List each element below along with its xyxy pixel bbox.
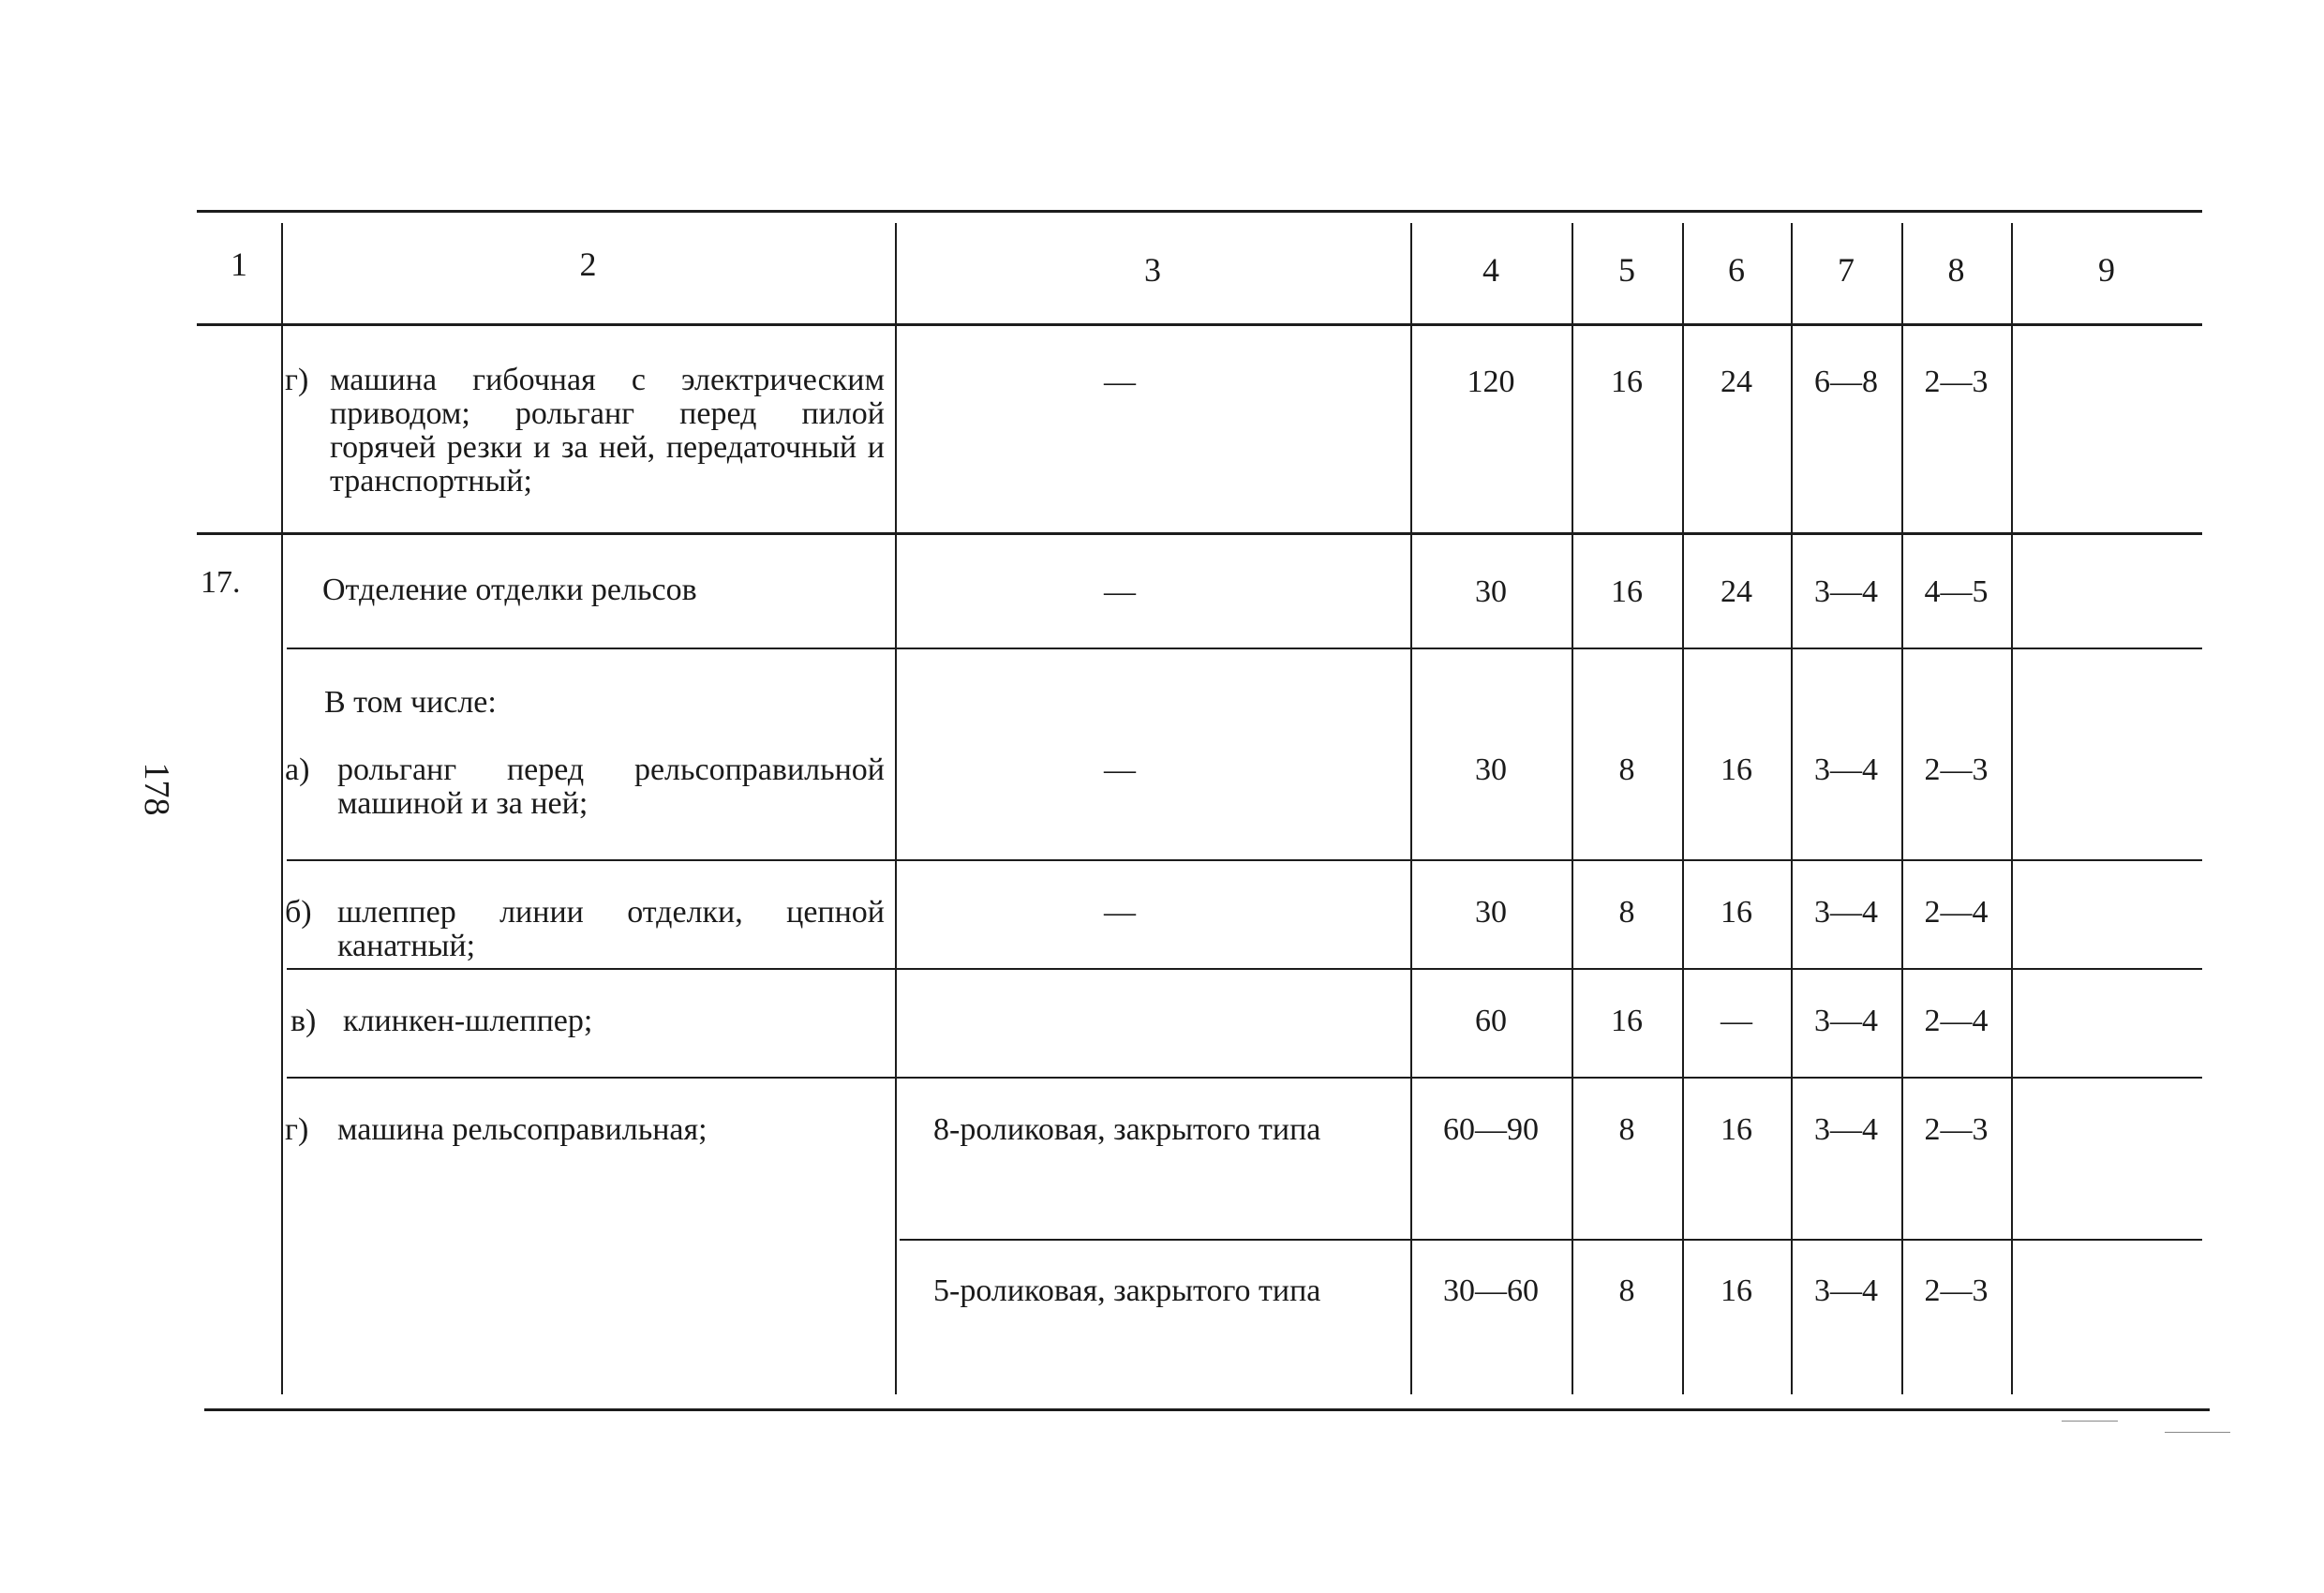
row6-col4: 30—60 xyxy=(1443,1273,1539,1308)
header-col-3: 3 xyxy=(1144,251,1161,289)
scan-mark-2 xyxy=(2165,1432,2230,1433)
row1-number: 17. xyxy=(201,565,241,600)
header-col-2: 2 xyxy=(579,246,597,283)
row1-col3: — xyxy=(1104,574,1136,609)
row1-description: Отделение отделки рельсов xyxy=(322,573,697,607)
row4-col7: 3—4 xyxy=(1814,1004,1878,1038)
row3-col4: 30 xyxy=(1475,895,1507,930)
col-line-1 xyxy=(281,223,283,1394)
row2-col8: 2—3 xyxy=(1924,752,1989,787)
row2-description: рольганг перед рельсоправильной машиной и за ней; xyxy=(337,752,885,821)
row3-col7: 3—4 xyxy=(1814,895,1878,930)
row1-col4: 30 xyxy=(1475,574,1507,609)
row2-col6: 16 xyxy=(1721,752,1752,787)
row5-marker: г) xyxy=(285,1112,309,1147)
header-col-4: 4 xyxy=(1482,251,1499,289)
header-col-5: 5 xyxy=(1618,251,1635,289)
col-line-8 xyxy=(2011,223,2013,1394)
header-col-9: 9 xyxy=(2098,251,2115,289)
row5-col6: 16 xyxy=(1721,1112,1752,1147)
row2-col4: 30 xyxy=(1475,752,1507,787)
row5-col4: 60—90 xyxy=(1443,1112,1539,1147)
row0-col5: 16 xyxy=(1611,365,1643,399)
header-col-7: 7 xyxy=(1838,251,1855,289)
row3-marker: б) xyxy=(285,895,312,930)
row6-col6: 16 xyxy=(1721,1273,1752,1308)
row-rule-6 xyxy=(900,1239,2202,1241)
row0-col8: 2—3 xyxy=(1924,365,1989,399)
row4-col4: 60 xyxy=(1475,1004,1507,1038)
row1-col7: 3—4 xyxy=(1814,574,1878,609)
row5-col7: 3—4 xyxy=(1814,1112,1878,1147)
scan-mark-1 xyxy=(2062,1421,2118,1422)
row4-col6: — xyxy=(1721,1004,1752,1038)
row5-col3: 8-роликовая, закрытого типа xyxy=(933,1112,1321,1147)
row3-col5: 8 xyxy=(1618,895,1635,930)
page-number: 178 xyxy=(137,762,176,816)
row1-col5: 16 xyxy=(1611,574,1643,609)
row1-col8: 4—5 xyxy=(1924,574,1989,609)
header-col-1: 1 xyxy=(231,246,247,283)
row2-marker: а) xyxy=(285,752,310,787)
row6-col7: 3—4 xyxy=(1814,1273,1878,1308)
row0-marker: г) xyxy=(285,363,309,397)
table-bottom-rule xyxy=(204,1408,2210,1411)
row4-description: клинкен-шлеппер; xyxy=(343,1004,593,1038)
row0-col7: 6—8 xyxy=(1814,365,1878,399)
row6-col5: 8 xyxy=(1618,1273,1635,1308)
row4-marker: в) xyxy=(290,1004,317,1038)
row0-col3: — xyxy=(1104,365,1136,399)
row-rule-3 xyxy=(287,859,2202,861)
header-col-8: 8 xyxy=(1947,251,1965,289)
row5-description: машина рельсоправильная; xyxy=(337,1112,708,1147)
row1-col6: 24 xyxy=(1721,574,1752,609)
row5-col8: 2—3 xyxy=(1924,1112,1989,1147)
row-rule-4 xyxy=(287,968,2202,970)
row2-col5: 8 xyxy=(1618,752,1635,787)
row2-col7: 3—4 xyxy=(1814,752,1878,787)
row0-col4: 120 xyxy=(1467,365,1515,399)
row6-col3: 5-роликовая, закрытого типа xyxy=(933,1273,1321,1308)
row4-col5: 16 xyxy=(1611,1004,1643,1038)
row2-col3: — xyxy=(1104,752,1136,787)
row0-description: машина гибочная с электрическим приводом; рольганг перед пилой горячей резки и за ней, передаточный и транспортный; xyxy=(330,363,885,499)
row6-col8: 2—3 xyxy=(1924,1273,1989,1308)
table-top-rule xyxy=(197,210,2202,213)
row-rule-5 xyxy=(287,1077,2202,1079)
row3-col6: 16 xyxy=(1721,895,1752,930)
row5-col5: 8 xyxy=(1618,1112,1635,1147)
row4-col8: 2—4 xyxy=(1924,1004,1989,1038)
row-rule-2 xyxy=(287,648,2202,649)
row3-col3: — xyxy=(1104,895,1136,930)
row3-col8: 2—4 xyxy=(1924,895,1989,930)
row2-intro: В том числе: xyxy=(324,685,497,720)
row3-description: шлеппер линии отделки, цепной канатный; xyxy=(337,895,885,963)
row0-col6: 24 xyxy=(1721,365,1752,399)
header-col-6: 6 xyxy=(1728,251,1745,289)
